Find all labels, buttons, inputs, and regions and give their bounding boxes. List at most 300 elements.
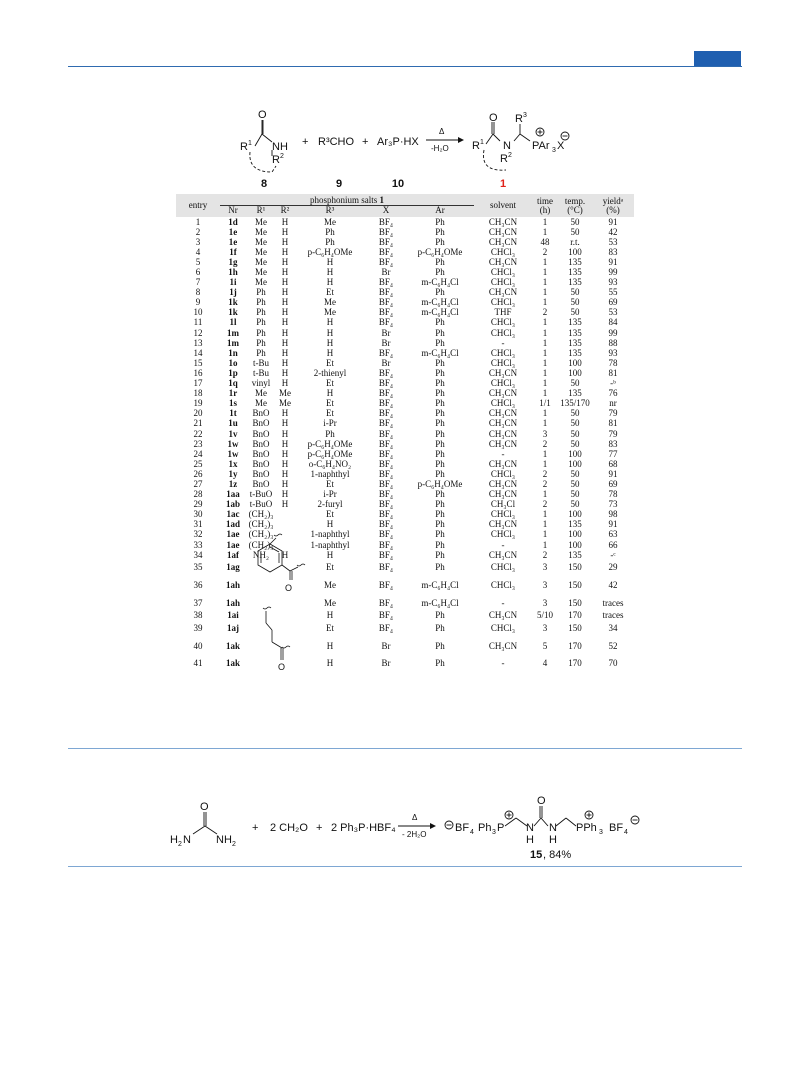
col-r3: R³ <box>294 206 366 218</box>
cell-solvent: CHCl₃ <box>490 317 516 328</box>
cell-r3: H <box>326 327 334 338</box>
cell-solvent: CHCl₃ <box>490 267 516 278</box>
cell-r3: Me <box>324 216 336 227</box>
cell-solvent: CH₃CN <box>488 418 518 429</box>
cell-temp: 100 <box>568 448 582 459</box>
cell-r2: H <box>281 357 289 368</box>
svg-text:4: 4 <box>624 829 628 836</box>
cell-entry: 20 <box>193 408 203 419</box>
svg-text:BF: BF <box>455 822 470 834</box>
cell-solvent: CH₃CN <box>488 489 518 500</box>
cell-nr: 1aa <box>226 489 240 500</box>
cell-nr: 1n <box>228 347 238 358</box>
cell-solvent: - <box>501 597 505 608</box>
cell-r3: Et <box>326 287 334 298</box>
cell-x: BF₄ <box>378 297 394 308</box>
cell-x: Br <box>381 267 391 278</box>
cell-solvent: THF <box>494 307 512 318</box>
cell-entry: 13 <box>193 337 203 348</box>
cell-temp: 135 <box>568 327 582 338</box>
cell-yield: 93 <box>608 347 618 358</box>
cell-x: BF₄ <box>378 287 394 298</box>
svg-text:3: 3 <box>492 829 496 836</box>
cell-r3: i-Pr <box>323 489 337 500</box>
cell-x: BF₄ <box>378 622 394 633</box>
cell-r2: H <box>281 478 289 489</box>
cell-r2: H <box>281 499 289 510</box>
cell-temp: r.t. <box>570 236 580 247</box>
cell-solvent: - <box>501 539 505 550</box>
cell-yield: 99 <box>608 327 618 338</box>
cell-x: BF₄ <box>378 499 394 510</box>
cell-solvent: CH₃CN <box>488 216 518 227</box>
cell-temp: 150 <box>568 597 582 608</box>
cell-r1: BnO <box>252 428 270 439</box>
cell-ar: Ph <box>435 499 445 510</box>
cell-time: 1 <box>542 357 548 368</box>
cell-nr: 1ah <box>225 579 240 590</box>
cell-ar: Ph <box>435 622 445 633</box>
cell-entry: 40 <box>193 640 203 651</box>
cell-time: 1 <box>542 297 548 308</box>
cell-ar: Ph <box>435 428 445 439</box>
cell-r3: H <box>326 317 334 328</box>
cell-entry: 3 <box>195 236 201 247</box>
cell-entry: 12 <box>193 327 203 338</box>
svg-text:1: 1 <box>480 139 484 146</box>
cell-r3: i-Pr <box>323 418 337 429</box>
cell-r1: Me <box>255 256 267 267</box>
svg-text:O: O <box>200 801 209 813</box>
cell-x: BF₄ <box>378 216 394 227</box>
cell-time: 1 <box>542 287 548 298</box>
cell-yield: 70 <box>608 658 618 669</box>
cell-time: 2 <box>542 246 548 257</box>
cell-solvent: CH₃CN <box>488 236 518 247</box>
cell-r1: Me <box>255 398 267 409</box>
col-time: time <box>532 194 558 206</box>
cell-r2: H <box>281 347 289 358</box>
cell-r1: Ph <box>256 297 266 308</box>
cell-r1: Me <box>255 236 267 247</box>
cell-nr: 1m <box>227 337 239 348</box>
cell-x: BF₄ <box>378 579 394 590</box>
cell-solvent: CHCl₃ <box>490 327 516 338</box>
cell-yield: 34 <box>608 622 618 633</box>
cell-r2: H <box>281 378 289 389</box>
cell-ar: Ph <box>435 458 445 469</box>
cell-ar: Ph <box>435 398 445 409</box>
cell-entry: 15 <box>193 357 203 368</box>
cell-ar: Ph <box>435 529 445 540</box>
cell-r1: (CH₂)₃ <box>248 539 274 550</box>
cell-r2: H <box>281 307 289 318</box>
cell-nr: 1q <box>228 378 238 389</box>
cell-nr: 1u <box>228 418 238 429</box>
cell-entry: 37 <box>193 597 203 608</box>
cell-time: 3 <box>542 428 548 439</box>
cell-x: BF₄ <box>378 448 394 459</box>
arrow-water-label: -H₂O <box>431 144 449 153</box>
cell-solvent: CHCl₃ <box>490 378 516 389</box>
compound-label-10: 10 <box>391 178 405 190</box>
svg-text:N: N <box>183 834 191 846</box>
svg-text:N: N <box>526 822 534 834</box>
cell-r2: H <box>281 297 289 308</box>
cell-r2: H <box>281 246 289 257</box>
cell-r1: BnO <box>252 438 270 449</box>
cell-yield: 79 <box>608 408 618 419</box>
cell-x: BF₄ <box>378 489 394 500</box>
cell-entry: 4 <box>195 246 201 257</box>
cell-solvent: CH₃CN <box>488 256 518 267</box>
cell-solvent: CH₃CN <box>488 478 518 489</box>
cell-r3: Et <box>326 562 334 573</box>
cell-ar: Ph <box>435 408 445 419</box>
cell-solvent: CHCl₃ <box>490 468 516 479</box>
cell-r2: H <box>281 256 289 267</box>
cell-nr: 1y <box>228 468 238 479</box>
cell-r1: t-Bu <box>252 357 269 368</box>
cell-ar: Ph <box>435 267 445 278</box>
cell-time: 1/1 <box>539 398 551 409</box>
cell-ar: Ph <box>435 658 445 669</box>
phosphonium-10: Ar₃P·HX <box>377 136 419 148</box>
cell-time: 1 <box>542 539 548 550</box>
cell-temp: 100 <box>568 458 582 469</box>
col-yield-unit: (%) <box>592 206 634 218</box>
cell-time: 1 <box>542 509 548 520</box>
cell-ar: Ph <box>435 438 445 449</box>
svg-text:3: 3 <box>599 829 603 836</box>
cell-temp: 100 <box>568 529 582 540</box>
svg-text:H: H <box>170 834 178 846</box>
cell-r3: Me <box>324 597 336 608</box>
cell-time: 3 <box>542 597 548 608</box>
cell-solvent: CHCl₃ <box>490 297 516 308</box>
cell-nr: 1g <box>228 256 238 267</box>
cell-entry: 19 <box>193 398 203 409</box>
cell-entry: 27 <box>193 478 203 489</box>
cell-entry: 16 <box>193 367 203 378</box>
cell-solvent: - <box>501 658 505 669</box>
cell-x: BF₄ <box>378 246 394 257</box>
cell-nr: 1ab <box>225 499 240 510</box>
svg-text:R: R <box>240 141 248 153</box>
cell-r3: 1-naphthyl <box>310 468 350 479</box>
col-entry: entry <box>176 194 220 217</box>
cell-temp: 50 <box>570 307 580 318</box>
cell-r3: o-C₆H₄NO₂ <box>308 458 352 469</box>
cell-time: 3 <box>542 562 548 573</box>
plus-sign-4: + <box>316 822 323 834</box>
cell-temp: 150 <box>568 562 582 573</box>
cell-yield: 79 <box>608 428 618 439</box>
cell-yield: 76 <box>608 388 618 399</box>
cell-r1: t-BuO <box>249 489 273 500</box>
cell-yield: 84 <box>608 317 618 328</box>
cell-r3: p-C₆H₄OMe <box>307 438 353 449</box>
cell-ar: Ph <box>435 539 445 550</box>
cell-temp: 50 <box>570 408 580 419</box>
cell-r1: vinyl <box>251 378 271 389</box>
cell-solvent: - <box>501 337 505 348</box>
cell-temp: 135 <box>568 267 582 278</box>
cell-r2: H <box>281 418 289 429</box>
cell-yield: 42 <box>608 579 618 590</box>
cell-yield: 81 <box>608 418 618 429</box>
cell-nr: 1e <box>228 226 238 237</box>
svg-text:1: 1 <box>248 140 252 147</box>
cell-yield: 78 <box>608 357 618 368</box>
cell-r2: H <box>281 468 289 479</box>
cell-r3: H <box>326 388 334 399</box>
svg-text:X: X <box>557 140 565 152</box>
cell-time: 1 <box>542 256 548 267</box>
cell-r1: NH₂ <box>252 549 270 560</box>
cell-x: BF₄ <box>378 226 394 237</box>
cell-entry: 25 <box>193 458 203 469</box>
cell-entry: 22 <box>193 428 203 439</box>
cell-time: 1 <box>542 317 548 328</box>
cell-r2: H <box>281 367 289 378</box>
cell-time: 1 <box>542 367 548 378</box>
cell-nr: 1x <box>228 458 238 469</box>
cell-solvent: CHCl₃ <box>490 579 516 590</box>
svg-text:PAr: PAr <box>532 140 550 152</box>
cell-solvent: CHCl₃ <box>490 529 516 540</box>
cell-yield: 93 <box>608 277 618 288</box>
cell-nr: 1w <box>227 448 239 459</box>
cell-x: BF₄ <box>378 529 394 540</box>
cell-nr: 1ac <box>226 509 240 520</box>
cell-r3: 2-furyl <box>317 499 343 510</box>
cell-r1: t-Bu <box>252 367 269 378</box>
cell-r3: 1-naphthyl <box>310 539 350 550</box>
cell-nr: 1h <box>228 267 238 278</box>
svg-text:2: 2 <box>232 841 236 848</box>
cell-r1: BnO <box>252 408 270 419</box>
cell-x: BF₄ <box>378 408 394 419</box>
cell-entry: 17 <box>193 378 203 389</box>
cell-x: BF₄ <box>378 610 394 621</box>
cell-r1: (CH₂)₃ <box>248 529 274 540</box>
cell-x: BF₄ <box>378 478 394 489</box>
cell-temp: 50 <box>570 499 580 510</box>
cell-ar: m-C₆H₄Cl <box>421 347 459 358</box>
cell-x: BF₄ <box>378 458 394 469</box>
urea-structure <box>193 812 217 834</box>
cell-r3: H <box>326 347 334 358</box>
cell-ar: Ph <box>435 468 445 479</box>
cell-nr: 1ae <box>226 539 240 550</box>
cell-r1: Me <box>255 216 267 227</box>
cell-x: BF₄ <box>378 388 394 399</box>
cell-ar: Ph <box>435 519 445 530</box>
cell-x: BF₄ <box>378 539 394 550</box>
compound-label-9: 9 <box>335 178 343 190</box>
cell-ar: Ph <box>435 287 445 298</box>
cell-time: 1 <box>542 277 548 288</box>
cell-r1: BnO <box>252 478 270 489</box>
cell-entry: 1 <box>195 216 201 227</box>
cell-temp: 50 <box>570 216 580 227</box>
svg-text:BF: BF <box>609 822 624 834</box>
cell-r2: H <box>281 428 289 439</box>
cell-x: BF₄ <box>378 597 394 608</box>
cell-entry: 9 <box>195 297 201 308</box>
cell-entry: 30 <box>193 509 203 520</box>
cell-r1: Ph <box>256 327 266 338</box>
cell-time: 3 <box>542 579 548 590</box>
col-r2: R² <box>276 206 294 218</box>
cell-solvent: CH₃CN <box>488 438 518 449</box>
cell-time: 1 <box>542 327 548 338</box>
cell-time: 1 <box>542 337 548 348</box>
cell-temp: 170 <box>568 610 582 621</box>
cell-r3: H <box>326 549 334 560</box>
cell-nr: 1k <box>228 307 238 318</box>
cell-yield: 42 <box>608 226 618 237</box>
cell-solvent: CH₃CN <box>488 367 518 378</box>
cell-nr: 1ai <box>227 610 239 621</box>
cell-yield: 99 <box>608 267 618 278</box>
cell-time: 1 <box>542 216 548 227</box>
cell-solvent: CH₃CN <box>488 408 518 419</box>
cell-r3: Me <box>324 297 336 308</box>
cell-ar: Ph <box>435 640 445 651</box>
cell-r1: BnO <box>252 458 270 469</box>
cell-temp: 150 <box>568 579 582 590</box>
cell-temp: 100 <box>568 509 582 520</box>
cell-nr: 1w <box>227 438 239 449</box>
cell-r3: H <box>326 640 334 651</box>
cell-nr: 1f <box>229 246 237 257</box>
cell-nr: 1s <box>228 398 237 409</box>
cell-yield: 88 <box>608 337 618 348</box>
cell-ar: Ph <box>435 562 445 573</box>
cell-temp: 135 <box>568 549 582 560</box>
cell-yield: 52 <box>608 640 618 651</box>
cell-ar: m-C₆H₄Cl <box>421 579 459 590</box>
cell-nr: 1i <box>229 277 237 288</box>
cell-time: 1 <box>542 378 548 389</box>
plus-sign-3: + <box>252 822 259 834</box>
cell-time: 48 <box>540 236 550 247</box>
cell-x: BF₄ <box>378 277 394 288</box>
cell-temp: 135 <box>568 337 582 348</box>
cell-r2: H <box>281 327 289 338</box>
svg-text:2: 2 <box>178 841 182 848</box>
cell-r1: t-BuO <box>249 499 273 510</box>
cell-time: 5/10 <box>536 610 553 621</box>
cell-solvent: CHCl₃ <box>490 562 516 573</box>
cell-x: BF₄ <box>378 549 394 560</box>
cell-temp: 50 <box>570 418 580 429</box>
svg-text:4: 4 <box>470 829 474 836</box>
cell-x: BF₄ <box>378 367 394 378</box>
cell-temp: 135/170 <box>560 398 590 409</box>
cell-entry: 24 <box>193 448 203 459</box>
cell-time: 5 <box>542 640 548 651</box>
cell-r3: H <box>326 267 334 278</box>
cell-time: 2 <box>542 307 548 318</box>
cell-entry: 11 <box>193 317 203 328</box>
phosphonium-reagent: 2 Ph₃P·HBF₄ <box>331 822 396 834</box>
cell-solvent: CHCl₃ <box>490 277 516 288</box>
cell-x: BF₄ <box>378 398 394 409</box>
cell-yield: 73 <box>608 499 618 510</box>
cell-r1: BnO <box>252 468 270 479</box>
cell-ar: m-C₆H₄Cl <box>421 597 459 608</box>
cell-x: BF₄ <box>378 509 394 520</box>
svg-text:3: 3 <box>523 112 527 119</box>
cell-time: 1 <box>542 519 548 530</box>
cell-nr: 1o <box>228 357 238 368</box>
cell-nr: 1j <box>229 287 237 298</box>
cell-r1: (CH₂)₃ <box>248 509 274 520</box>
cell-ar: Ph <box>435 357 445 368</box>
cell-nr: 1t <box>229 408 237 419</box>
cell-entry: 14 <box>193 347 203 358</box>
cell-ar: Ph <box>435 378 445 389</box>
svg-text:R: R <box>472 140 480 152</box>
cell-r2: H <box>281 489 289 500</box>
arrow2-heat-label: Δ <box>412 813 418 822</box>
cell-temp: 50 <box>570 378 580 389</box>
svg-text:2: 2 <box>280 153 284 160</box>
cell-yield: 53 <box>608 236 618 247</box>
cell-yield: 63 <box>608 529 618 540</box>
section-rule-bottom <box>68 866 742 867</box>
cell-yield: 53 <box>608 307 618 318</box>
compound-label-1: 1 <box>499 178 507 190</box>
cell-x: BF₄ <box>378 317 394 328</box>
cell-r3: H <box>326 277 334 288</box>
cell-solvent: CH₃CN <box>488 388 518 399</box>
cell-r1: Ph <box>256 317 266 328</box>
cell-temp: 170 <box>568 640 582 651</box>
cell-r3: H <box>326 337 334 348</box>
cell-nr: 1z <box>228 478 238 489</box>
svg-text:2: 2 <box>508 152 512 159</box>
cell-time: 4 <box>542 658 548 669</box>
cell-x: Br <box>381 357 391 368</box>
cell-yield: nr <box>609 398 617 409</box>
cell-x: BF₄ <box>378 236 394 247</box>
svg-text:Ph: Ph <box>478 822 492 834</box>
cell-solvent: CHCl₃ <box>490 347 516 358</box>
cell-entry: 35 <box>193 562 203 573</box>
col-yield: yieldᵃ <box>592 194 634 206</box>
cell-time: 1 <box>542 226 548 237</box>
cell-yield: 81 <box>608 367 618 378</box>
arrow-heat-label: Δ <box>439 127 445 136</box>
cell-temp: 50 <box>570 478 580 489</box>
cell-entry: 32 <box>193 529 203 540</box>
cell-time: 1 <box>542 267 548 278</box>
cell-x: BF₄ <box>378 519 394 530</box>
cell-ar: Ph <box>435 367 445 378</box>
cell-entry: 31 <box>193 519 203 530</box>
plus-sign-2: + <box>362 136 369 148</box>
cell-ar: Ph <box>435 388 445 399</box>
col-temp-unit: (°C) <box>558 206 592 218</box>
cell-nr: 1ak <box>225 640 240 651</box>
cell-yield: 69 <box>608 297 618 308</box>
svg-text:PPh: PPh <box>576 822 597 834</box>
cell-ar: Ph <box>435 489 445 500</box>
